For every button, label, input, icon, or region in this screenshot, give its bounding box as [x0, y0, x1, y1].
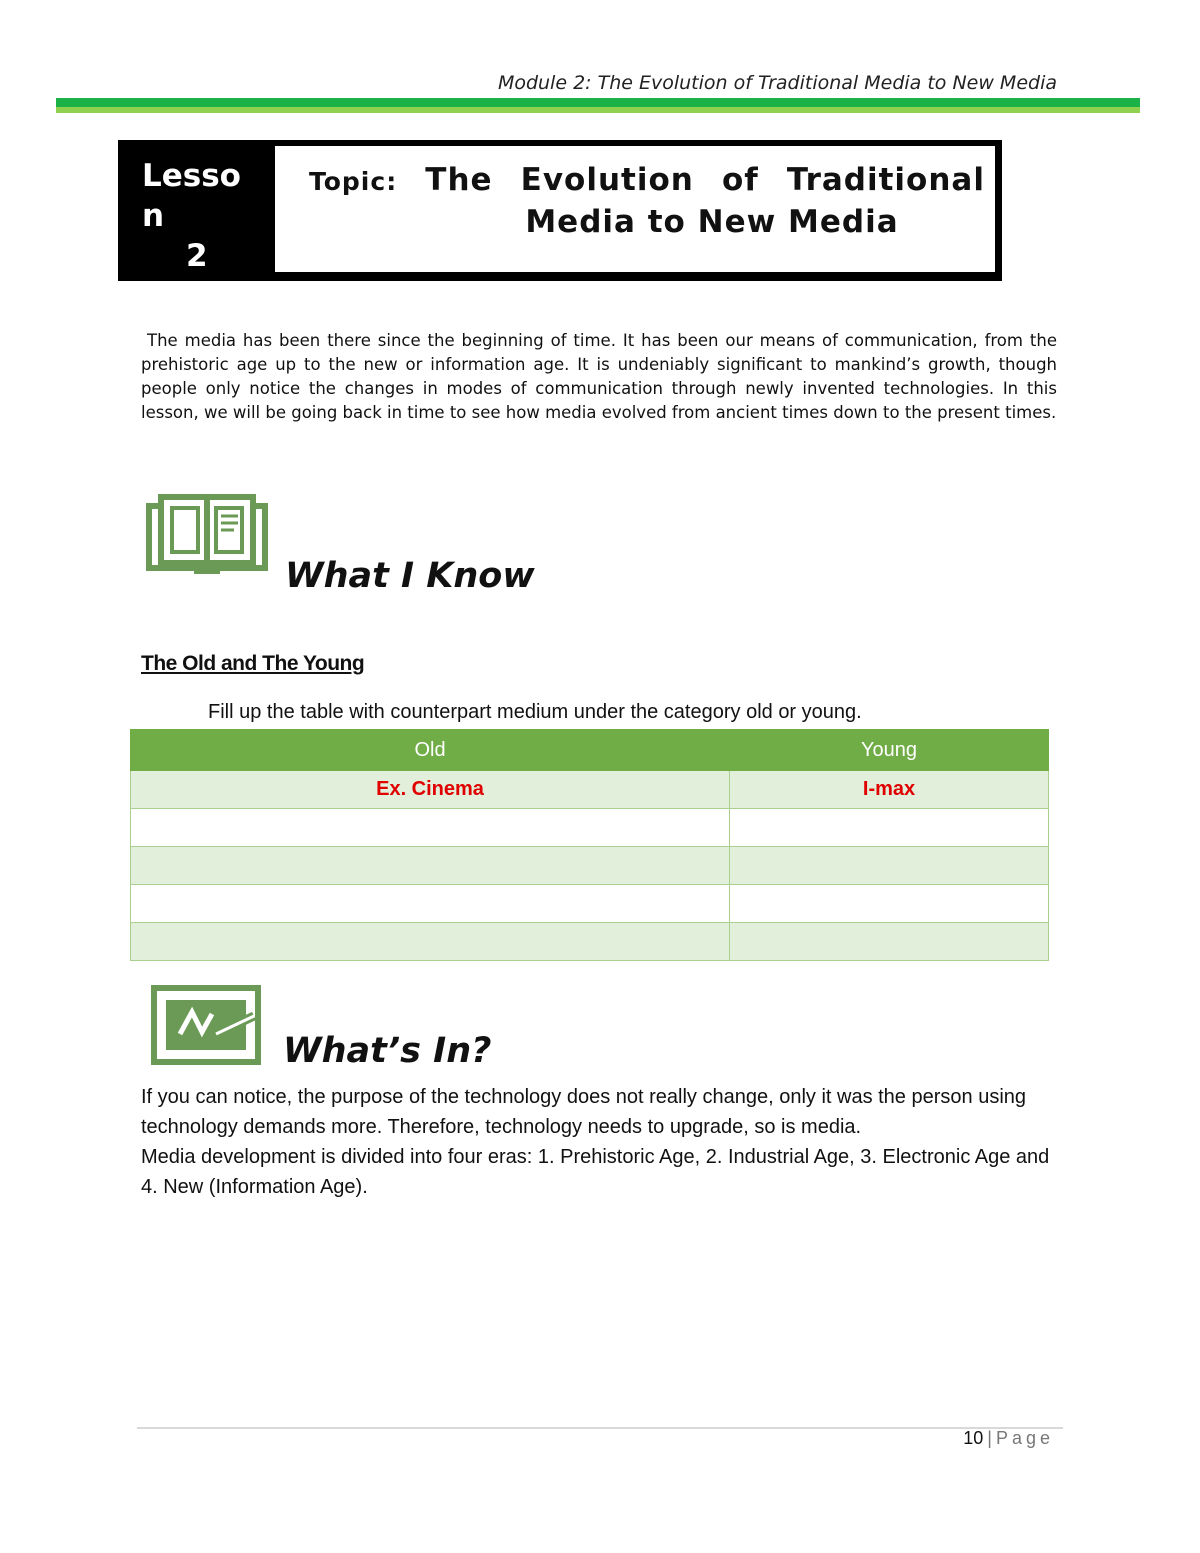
table-cell-young[interactable]: I-max: [730, 771, 1049, 809]
footer-separator: |: [987, 1428, 992, 1448]
footer-rule: [137, 1427, 1063, 1429]
topic-word-4: Traditional: [786, 162, 985, 198]
table-cell-young[interactable]: [730, 885, 1049, 923]
topic-heading: [309, 160, 985, 242]
topic-word-2: Evolution: [520, 162, 694, 198]
table-row: [131, 923, 1049, 961]
table-row: [131, 847, 1049, 885]
lesson-number: 2: [186, 238, 208, 274]
table-cell-old[interactable]: [131, 847, 730, 885]
topic-line-2: Media to New Media: [525, 204, 899, 240]
page-footer: [963, 1428, 1054, 1449]
table-row: [131, 809, 1049, 847]
topic-word-1: The: [425, 162, 493, 198]
table-header-young: Young: [730, 730, 1049, 771]
whats-in-text: [141, 1082, 1057, 1202]
lesson-label-line1: Lesso: [142, 158, 241, 194]
open-book-icon: [146, 494, 268, 580]
pen-tablet-icon: [150, 984, 264, 1070]
table-cell-old[interactable]: [131, 885, 730, 923]
table-cell-young[interactable]: [730, 847, 1049, 885]
table-header-old: Old: [131, 730, 730, 771]
activity-instruction: Fill up the table with counterpart medium under the category old or young.: [208, 701, 862, 723]
what-i-know-title: What I Know: [285, 556, 535, 596]
header-green-rule: [56, 98, 1140, 107]
page-word: Page: [995, 1428, 1054, 1448]
table-cell-old[interactable]: [131, 809, 730, 847]
whats-in-paragraph-2: Media development is divided into four eras: 1. Prehistoric Age, 2. Industrial Age, 3. Electronic Age and 4. New (Information Age).: [141, 1146, 1050, 1198]
lesson-label: [142, 156, 262, 276]
topic-word-3: of: [721, 162, 759, 198]
table-cell-young[interactable]: [730, 923, 1049, 961]
header-light-green-rule: [56, 107, 1140, 113]
module-header-title: Module 2: The Evolution of Traditional Media to New Media: [497, 72, 1057, 94]
page-number: 10: [963, 1428, 984, 1448]
lesson-label-line2: n: [142, 198, 165, 234]
whats-in-title: What’s In?: [283, 1031, 492, 1071]
topic-panel: [275, 146, 995, 272]
activity-title: The Old and The Young: [141, 652, 365, 675]
table-row: [131, 885, 1049, 923]
table-cell-old[interactable]: Ex. Cinema: [131, 771, 730, 809]
whats-in-paragraph-1: If you can notice, the purpose of the technology does not really change, only it was the person using technology demands more. Therefore, technology needs to upgrade, so is media.: [141, 1086, 1027, 1138]
old-young-table: [130, 729, 1049, 961]
lesson-banner: [118, 140, 1002, 281]
table-row: [131, 771, 1049, 809]
table-cell-old[interactable]: [131, 923, 730, 961]
table-cell-young[interactable]: [730, 809, 1049, 847]
topic-label: Topic:: [309, 167, 398, 196]
intro-paragraph: The media has been there since the beginning of time. It has been our means of communication, from the prehistoric age up to the new or information age. It is undeniably significant to mankind’s growth, though people only notice the changes in modes of communication through newly invented technologies. In this lesson, we will be going back in time to see how media evolved from ancient times down to the present times.: [141, 331, 1057, 422]
